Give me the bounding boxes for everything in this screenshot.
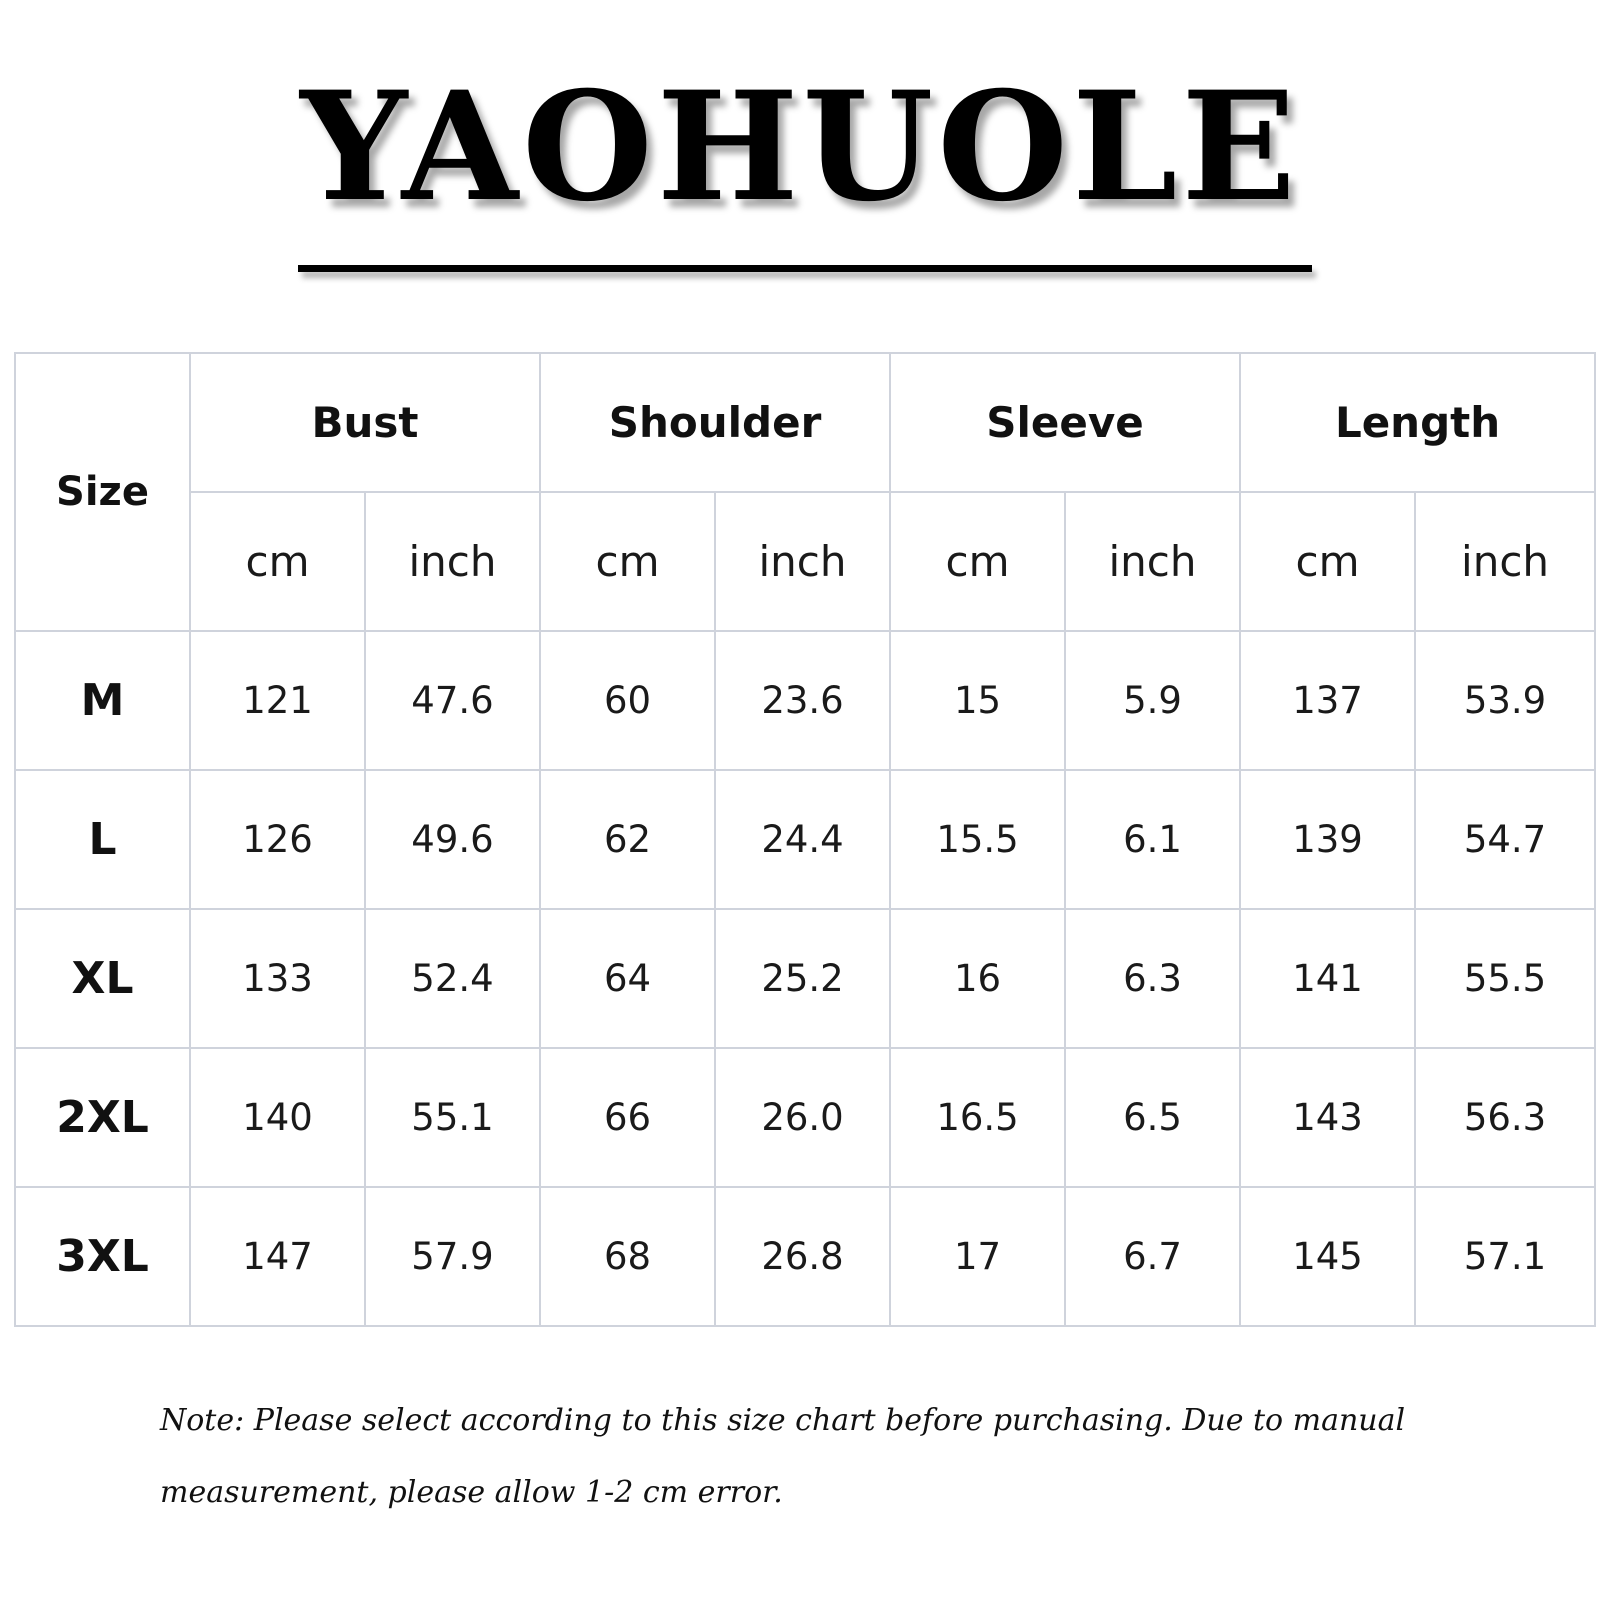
- unit-header: cm: [540, 492, 715, 631]
- value-cell: 141: [1240, 909, 1415, 1048]
- header-row-groups: [15, 353, 1595, 492]
- unit-header: inch: [1415, 492, 1595, 631]
- unit-header: cm: [890, 492, 1065, 631]
- header-row-units: [15, 492, 1595, 631]
- unit-header: inch: [1065, 492, 1240, 631]
- value-cell: 6.5: [1065, 1048, 1240, 1187]
- value-cell: 16.5: [890, 1048, 1065, 1187]
- table-row: [15, 1187, 1595, 1326]
- group-header-bust: Bust: [190, 353, 540, 492]
- value-cell: 26.8: [715, 1187, 890, 1326]
- value-cell: 147: [190, 1187, 365, 1326]
- value-cell: 66: [540, 1048, 715, 1187]
- value-cell: 17: [890, 1187, 1065, 1326]
- value-cell: 62: [540, 770, 715, 909]
- value-cell: 57.1: [1415, 1187, 1595, 1326]
- value-cell: 121: [190, 631, 365, 770]
- size-cell: 3XL: [15, 1187, 190, 1326]
- value-cell: 47.6: [365, 631, 540, 770]
- value-cell: 55.1: [365, 1048, 540, 1187]
- value-cell: 64: [540, 909, 715, 1048]
- measurement-note: Note: Please select according to this size chart before purchasing. Due to manual measurement, please allow 1-2 cm error.: [160, 1403, 1406, 1510]
- value-cell: 56.3: [1415, 1048, 1595, 1187]
- value-cell: 126: [190, 770, 365, 909]
- value-cell: 53.9: [1415, 631, 1595, 770]
- value-cell: 145: [1240, 1187, 1415, 1326]
- group-header-shoulder: Shoulder: [540, 353, 890, 492]
- value-cell: 24.4: [715, 770, 890, 909]
- value-cell: 6.1: [1065, 770, 1240, 909]
- brand-logo: YAOHUOLE: [300, 59, 1300, 235]
- value-cell: 137: [1240, 631, 1415, 770]
- unit-header: inch: [365, 492, 540, 631]
- size-cell: 2XL: [15, 1048, 190, 1187]
- value-cell: 143: [1240, 1048, 1415, 1187]
- value-cell: 6.3: [1065, 909, 1240, 1048]
- table-row: [15, 909, 1595, 1048]
- size-chart-table: [14, 352, 1596, 1327]
- value-cell: 60: [540, 631, 715, 770]
- value-cell: 25.2: [715, 909, 890, 1048]
- unit-header: cm: [1240, 492, 1415, 631]
- value-cell: 52.4: [365, 909, 540, 1048]
- value-cell: 139: [1240, 770, 1415, 909]
- value-cell: 68: [540, 1187, 715, 1326]
- size-cell: M: [15, 631, 190, 770]
- table-row: [15, 1048, 1595, 1187]
- unit-header: inch: [715, 492, 890, 631]
- size-cell: XL: [15, 909, 190, 1048]
- group-header-length: Length: [1240, 353, 1595, 492]
- group-header-sleeve: Sleeve: [890, 353, 1240, 492]
- value-cell: 15: [890, 631, 1065, 770]
- value-cell: 57.9: [365, 1187, 540, 1326]
- value-cell: 16: [890, 909, 1065, 1048]
- unit-header: cm: [190, 492, 365, 631]
- value-cell: 54.7: [1415, 770, 1595, 909]
- size-column-header: Size: [15, 353, 190, 631]
- value-cell: 23.6: [715, 631, 890, 770]
- table-row: [15, 770, 1595, 909]
- brand-underline: [298, 265, 1312, 272]
- table-row: [15, 631, 1595, 770]
- value-cell: 49.6: [365, 770, 540, 909]
- value-cell: 15.5: [890, 770, 1065, 909]
- value-cell: 6.7: [1065, 1187, 1240, 1326]
- value-cell: 26.0: [715, 1048, 890, 1187]
- value-cell: 133: [190, 909, 365, 1048]
- size-cell: L: [15, 770, 190, 909]
- value-cell: 140: [190, 1048, 365, 1187]
- value-cell: 5.9: [1065, 631, 1240, 770]
- value-cell: 55.5: [1415, 909, 1595, 1048]
